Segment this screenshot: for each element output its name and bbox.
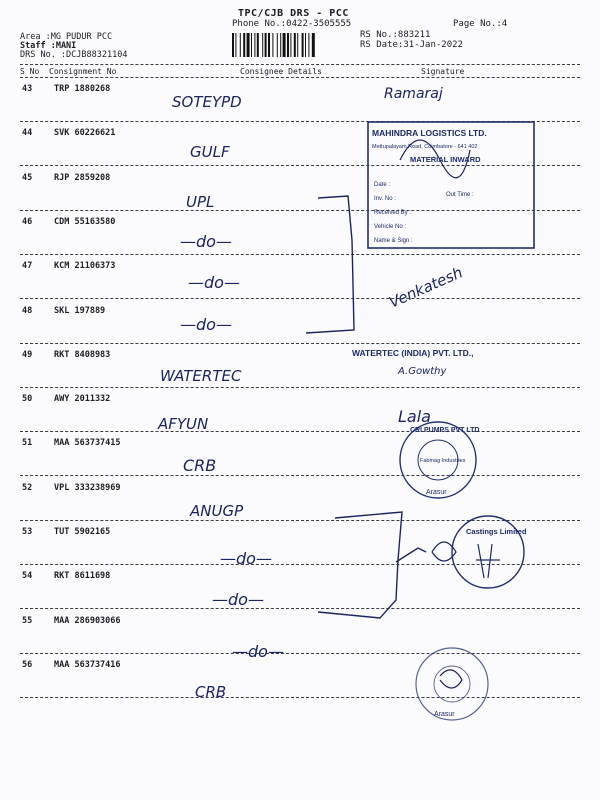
signature-text: Venkatesh xyxy=(386,263,466,312)
row-number: 51 xyxy=(22,438,33,449)
handwritten-consignee: —do— xyxy=(212,590,264,609)
stamp-vehicle-label: Vehicle No : xyxy=(374,224,407,230)
row-number: 53 xyxy=(22,527,33,537)
handwritten-consignee: —do— xyxy=(180,232,232,251)
column-header-details: Consignee Details xyxy=(240,67,322,76)
column-header-sno: S No xyxy=(20,67,40,76)
watertec-stamp xyxy=(352,348,474,377)
column-header-signature: Signature xyxy=(421,67,465,76)
consignment-number: MAA 563737416 xyxy=(54,659,121,670)
handwritten-consignee: AFYUN xyxy=(158,415,209,433)
rs-date: RS Date:31-Jan-2022 xyxy=(360,40,463,50)
stamp-watertec-sign: A.Gowthy xyxy=(398,366,447,377)
row-number: 43 xyxy=(22,84,33,94)
signature-text: Ramaraj xyxy=(384,86,443,102)
handwritten-consignee: —do— xyxy=(232,642,284,661)
column-header-consignment: Consignment No xyxy=(49,67,117,76)
stamp-watertec: WATERTEC (INDIA) PVT. LTD., xyxy=(352,348,474,358)
handwritten-consignee: WATERTEC xyxy=(160,367,242,385)
signature-text: Lala xyxy=(398,407,431,426)
handwritten-consignee: ANUGP xyxy=(190,502,244,520)
consignment-number: SVK 60226621 xyxy=(54,128,116,139)
stamp-address: Mettupalayam Road, Coimbatore - 641 402 xyxy=(372,144,478,150)
mahindra-stamp xyxy=(368,122,534,248)
stamp-precision-city: Arasur xyxy=(426,489,447,496)
row-number: 45 xyxy=(22,172,33,183)
stamp-castings: Castings Limited xyxy=(466,527,527,536)
row-number: 52 xyxy=(22,482,33,493)
consignment-number: RKT 8408983 xyxy=(54,349,111,360)
stamp-title: MAHINDRA LOGISTICS LTD. xyxy=(372,128,487,138)
stamp-name-label: Name & Sign : xyxy=(374,238,413,244)
handwritten-consignee: —do— xyxy=(188,273,240,292)
stamp-invoice-label: Inv. No : xyxy=(374,196,396,202)
arrow-line xyxy=(396,548,426,562)
staff-label: Staff :MANI xyxy=(20,41,77,51)
handwritten-consignee: UPL xyxy=(186,193,215,211)
bracket-line xyxy=(306,196,354,333)
bracket-line xyxy=(318,512,402,618)
consignment-number: VPL 333238969 xyxy=(54,482,121,493)
consignment-number: RJP 2859208 xyxy=(54,172,111,183)
stamp-time-label: Out Time : xyxy=(446,192,474,198)
stamp-date-label: Date : xyxy=(374,182,391,188)
stamp-precision-center: Fabmag Industries xyxy=(420,458,466,464)
rs-number: RS No.:883211 xyxy=(360,30,431,40)
consignment-number: RKT 8611698 xyxy=(54,571,111,582)
precision-round-stamp xyxy=(400,422,479,498)
consignment-number: CDM 55163580 xyxy=(54,216,116,227)
handwritten-consignee: —do— xyxy=(180,315,232,334)
consignment-number: SKL 197889 xyxy=(54,305,106,316)
consignment-number: TRP 1880268 xyxy=(54,84,111,94)
consignment-number: AWY 2011332 xyxy=(54,394,111,405)
row-number: 55 xyxy=(22,615,33,626)
row-number: 54 xyxy=(22,571,33,582)
row-number: 50 xyxy=(22,394,33,405)
consignment-number: KCM 21106373 xyxy=(54,261,116,272)
consignment-number: MAA 286903066 xyxy=(54,615,121,626)
stamp-inward: MATERIAL INWARD xyxy=(410,155,481,164)
row-number: 48 xyxy=(22,305,33,316)
row-number: 49 xyxy=(22,349,33,360)
page-number: Page No.:4 xyxy=(453,19,508,29)
handwritten-consignee: GULF xyxy=(190,143,230,161)
handwritten-consignee: CRB xyxy=(195,683,227,701)
handwritten-consignee: SOTEYPD xyxy=(172,93,242,111)
stamp-precision-name: CRI PUMPS PVT LTD xyxy=(410,427,480,434)
stamp-received-label: Received By : xyxy=(374,210,412,216)
row-number: 47 xyxy=(22,261,33,272)
row-number: 46 xyxy=(22,216,33,227)
row-number: 44 xyxy=(22,128,33,139)
phone-number: Phone No.:0422-3505555 xyxy=(232,19,352,29)
handwritten-consignee: CRB xyxy=(183,456,217,475)
drs-number: DRS No. :DCJB88321104 xyxy=(20,50,128,60)
stamp-bottom-city: Arasur xyxy=(434,711,455,718)
row-number: 56 xyxy=(22,659,33,670)
consignment-number: TUT 5902165 xyxy=(54,527,111,537)
area-label: Area :MG PUDUR PCC xyxy=(20,32,113,42)
consignment-number: MAA 563737415 xyxy=(54,438,121,449)
bottom-round-stamp xyxy=(416,648,488,720)
handwritten-consignee: —do— xyxy=(220,549,272,568)
castings-round-stamp xyxy=(432,516,527,588)
sheet-title: TPC/CJB DRS - PCC xyxy=(238,8,349,19)
